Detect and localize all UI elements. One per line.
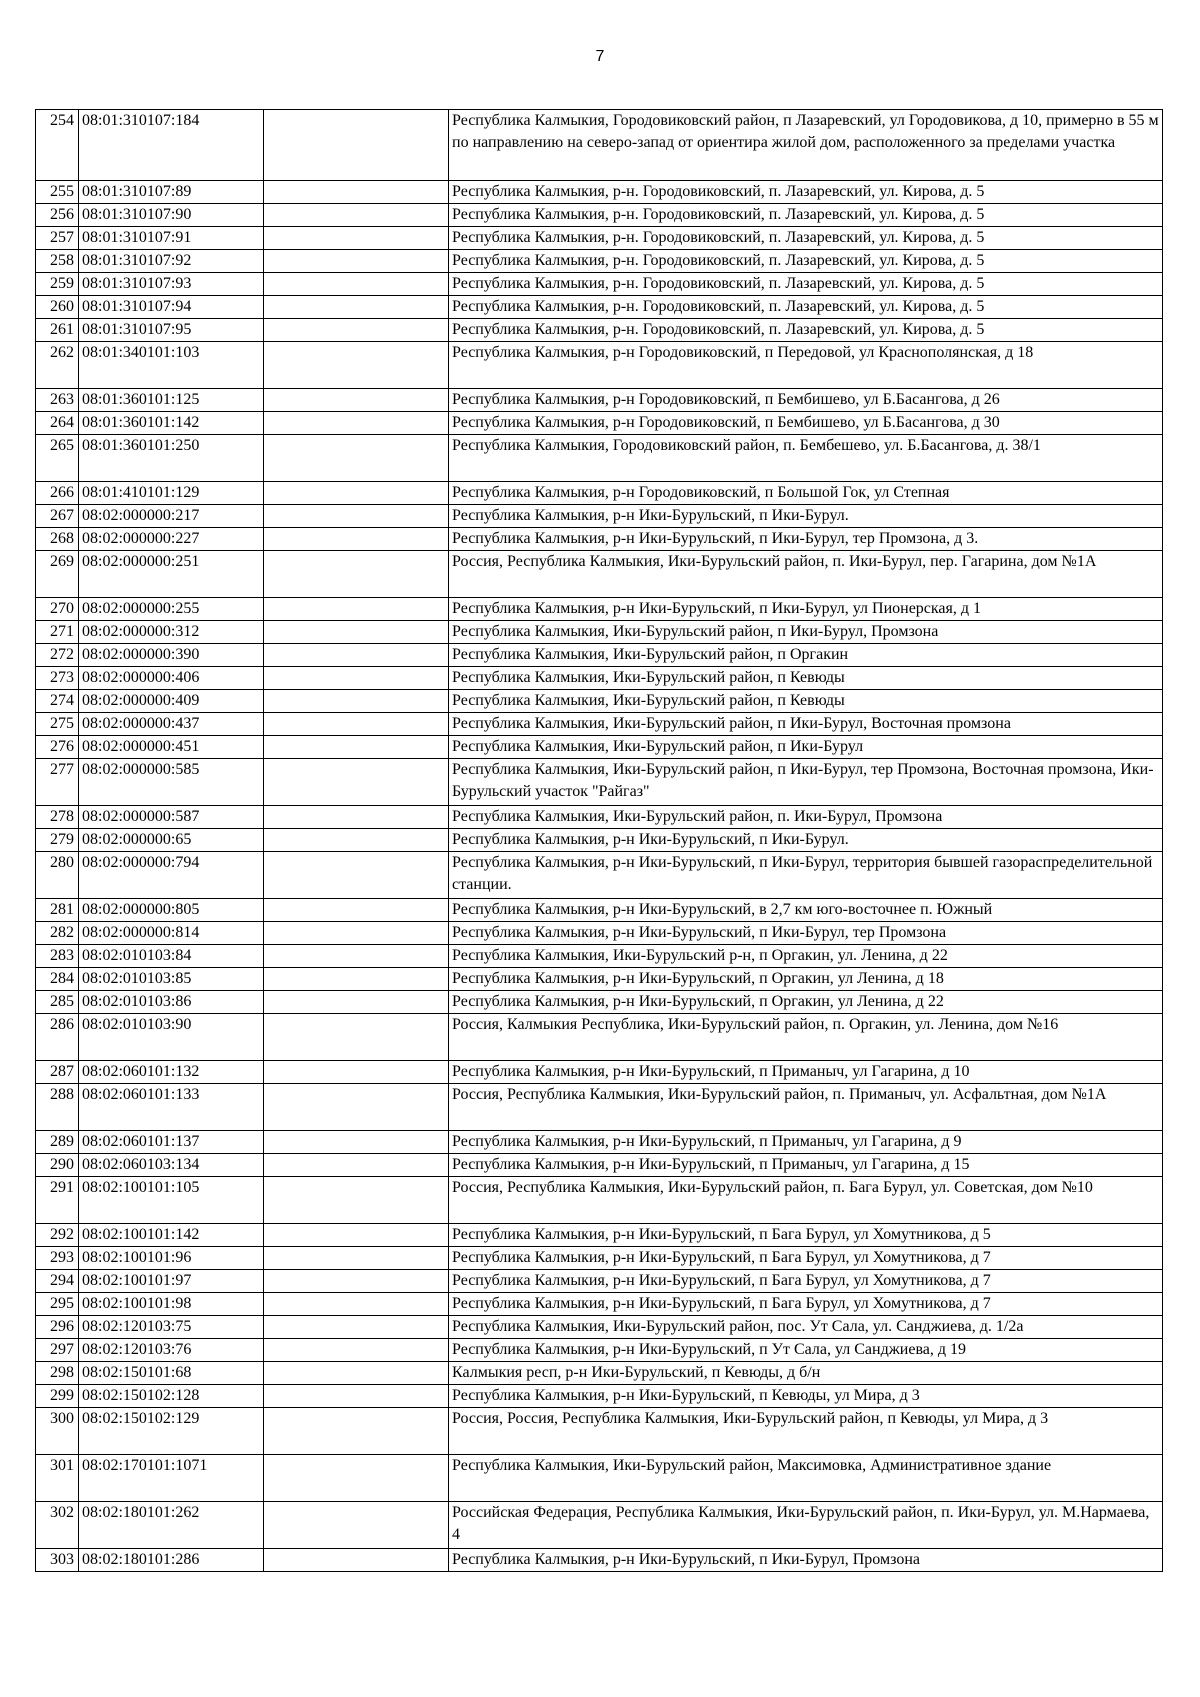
row-number-cell: 278 [36, 806, 79, 829]
address-cell: Республика Калмыкия, р-н. Городовиковский, п. Лазаревский, ул. Кирова, д. 5 [449, 319, 1163, 342]
address-cell: Республика Калмыкия, р-н Ики-Бурульский, п Ики-Бурул, тер Промзона [449, 922, 1163, 945]
table-row [36, 435, 1163, 482]
row-number-cell: 272 [36, 644, 79, 667]
address-cell: Россия, Республика Калмыкия, Ики-Бурульский район, п. Приманыч, ул. Асфальтная, дом №1А [449, 1084, 1163, 1131]
empty-cell [264, 273, 449, 296]
table-row [36, 250, 1163, 273]
address-cell: Республика Калмыкия, р-н Ики-Бурульский, в 2,7 км юго-восточнее п. Южный [449, 899, 1163, 922]
empty-cell [264, 667, 449, 690]
table-row [36, 204, 1163, 227]
table-row [36, 551, 1163, 598]
row-number-cell: 265 [36, 435, 79, 482]
address-cell: Республика Калмыкия, р-н Городовиковский, п Бембишево, ул Б.Басангова, д 30 [449, 412, 1163, 435]
table-row [36, 110, 1163, 181]
address-cell: Республика Калмыкия, р-н Городовиковский, п Бембишево, ул Б.Басангова, д 26 [449, 389, 1163, 412]
cadastral-number-cell: 08:01:310107:91 [79, 227, 264, 250]
row-number-cell: 263 [36, 389, 79, 412]
cadastral-number-cell: 08:02:150102:128 [79, 1385, 264, 1408]
cadastral-number-cell: 08:02:000000:805 [79, 899, 264, 922]
address-cell: Российская Федерация, Республика Калмыкия, Ики-Бурульский район, п. Ики-Бурул, ул. М.Нармаева, 4 [449, 1502, 1163, 1549]
row-number-cell: 266 [36, 482, 79, 505]
row-number-cell: 298 [36, 1362, 79, 1385]
empty-cell [264, 806, 449, 829]
cadastral-number-cell: 08:01:410101:129 [79, 482, 264, 505]
table-row [36, 1385, 1163, 1408]
cadastral-number-cell: 08:02:000000:794 [79, 852, 264, 899]
row-number-cell: 257 [36, 227, 79, 250]
table-row [36, 1247, 1163, 1270]
cadastral-number-cell: 08:02:100101:97 [79, 1270, 264, 1293]
table-row [36, 1339, 1163, 1362]
empty-cell [264, 991, 449, 1014]
empty-cell [264, 1084, 449, 1131]
table-row [36, 736, 1163, 759]
cadastral-number-cell: 08:02:060101:133 [79, 1084, 264, 1131]
row-number-cell: 268 [36, 528, 79, 551]
cadastral-number-cell: 08:02:150102:129 [79, 1408, 264, 1455]
cadastral-number-cell: 08:02:170101:1071 [79, 1455, 264, 1502]
row-number-cell: 295 [36, 1293, 79, 1316]
table-row [36, 922, 1163, 945]
cadastral-number-cell: 08:02:120103:75 [79, 1316, 264, 1339]
cadastral-number-cell: 08:01:360101:125 [79, 389, 264, 412]
address-cell: Республика Калмыкия, Ики-Бурульский район, пос. Ут Сала, ул. Санджиева, д. 1/2а [449, 1316, 1163, 1339]
empty-cell [264, 1362, 449, 1385]
table-row [36, 412, 1163, 435]
empty-cell [264, 551, 449, 598]
table-row [36, 528, 1163, 551]
empty-cell [264, 1014, 449, 1061]
row-number-cell: 291 [36, 1177, 79, 1224]
empty-cell [264, 1131, 449, 1154]
address-cell: Республика Калмыкия, р-н. Городовиковский, п. Лазаревский, ул. Кирова, д. 5 [449, 296, 1163, 319]
cadastral-number-cell: 08:01:340101:103 [79, 342, 264, 389]
address-cell: Республика Калмыкия, Городовиковский район, п Лазаревский, ул Городовикова, д 10, примерно в 55 м по направлению на северо-запад от ориентира жилой дом, расположенного за пределами участка [449, 110, 1163, 181]
address-cell: Республика Калмыкия, р-н. Городовиковский, п. Лазаревский, ул. Кирова, д. 5 [449, 273, 1163, 296]
empty-cell [264, 342, 449, 389]
empty-cell [264, 1316, 449, 1339]
table-row [36, 968, 1163, 991]
row-number-cell: 284 [36, 968, 79, 991]
cadastral-number-cell: 08:02:100101:142 [79, 1224, 264, 1247]
address-cell: Республика Калмыкия, Ики-Бурульский район, п. Ики-Бурул, Промзона [449, 806, 1163, 829]
table-row [36, 690, 1163, 713]
address-cell: Республика Калмыкия, р-н Ики-Бурульский, п Оргакин, ул Ленина, д 18 [449, 968, 1163, 991]
table-row [36, 505, 1163, 528]
page-number: 7 [595, 48, 605, 65]
cadastral-number-cell: 08:02:010103:86 [79, 991, 264, 1014]
empty-cell [264, 1502, 449, 1549]
empty-cell [264, 1339, 449, 1362]
registry-table [35, 109, 1163, 1572]
empty-cell [264, 713, 449, 736]
address-cell: Республика Калмыкия, Ики-Бурульский район, п Ики-Бурул, Восточная промзона [449, 713, 1163, 736]
cadastral-number-cell: 08:02:000000:251 [79, 551, 264, 598]
empty-cell [264, 829, 449, 852]
empty-cell [264, 482, 449, 505]
empty-cell [264, 1455, 449, 1502]
row-number-cell: 286 [36, 1014, 79, 1061]
row-number-cell: 282 [36, 922, 79, 945]
table-row [36, 482, 1163, 505]
table-row [36, 1177, 1163, 1224]
address-cell: Республика Калмыкия, Ики-Бурульский район, п Кевюды [449, 667, 1163, 690]
table-row [36, 1270, 1163, 1293]
cadastral-number-cell: 08:02:000000:255 [79, 598, 264, 621]
cadastral-number-cell: 08:02:060103:134 [79, 1154, 264, 1177]
empty-cell [264, 110, 449, 181]
row-number-cell: 270 [36, 598, 79, 621]
table-row [36, 598, 1163, 621]
row-number-cell: 285 [36, 991, 79, 1014]
row-number-cell: 293 [36, 1247, 79, 1270]
table-row [36, 1293, 1163, 1316]
table-row [36, 319, 1163, 342]
empty-cell [264, 1247, 449, 1270]
address-cell: Республика Калмыкия, Ики-Бурульский район, п Оргакин [449, 644, 1163, 667]
cadastral-number-cell: 08:01:360101:250 [79, 435, 264, 482]
cadastral-number-cell: 08:01:310107:95 [79, 319, 264, 342]
table-row [36, 945, 1163, 968]
cadastral-number-cell: 08:02:000000:585 [79, 759, 264, 806]
cadastral-number-cell: 08:02:180101:286 [79, 1549, 264, 1572]
cadastral-number-cell: 08:02:000000:451 [79, 736, 264, 759]
table-row [36, 806, 1163, 829]
cadastral-number-cell: 08:02:000000:437 [79, 713, 264, 736]
row-number-cell: 299 [36, 1385, 79, 1408]
cadastral-number-cell: 08:01:310107:92 [79, 250, 264, 273]
row-number-cell: 290 [36, 1154, 79, 1177]
row-number-cell: 292 [36, 1224, 79, 1247]
empty-cell [264, 1385, 449, 1408]
row-number-cell: 300 [36, 1408, 79, 1455]
empty-cell [264, 621, 449, 644]
address-cell: Россия, Республика Калмыкия, Ики-Бурульский район, п. Ики-Бурул, пер. Гагарина, дом №1А [449, 551, 1163, 598]
empty-cell [264, 598, 449, 621]
row-number-cell: 279 [36, 829, 79, 852]
row-number-cell: 302 [36, 1502, 79, 1549]
table-row [36, 852, 1163, 899]
address-cell: Республика Калмыкия, р-н Ики-Бурульский, п Ики-Бурул, ул Пионерская, д 1 [449, 598, 1163, 621]
address-cell: Республика Калмыкия, Ики-Бурульский район, п Ики-Бурул, Промзона [449, 621, 1163, 644]
address-cell: Республика Калмыкия, р-н Ики-Бурульский, п Ут Сала, ул Санджиева, д 19 [449, 1339, 1163, 1362]
empty-cell [264, 1293, 449, 1316]
address-cell: Республика Калмыкия, р-н Ики-Бурульский, п Приманыч, ул Гагарина, д 10 [449, 1061, 1163, 1084]
table-row [36, 1061, 1163, 1084]
table-row [36, 991, 1163, 1014]
table-row [36, 667, 1163, 690]
empty-cell [264, 227, 449, 250]
address-cell: Республика Калмыкия, Городовиковский район, п. Бембешево, ул. Б.Басангова, д. 38/1 [449, 435, 1163, 482]
address-cell: Республика Калмыкия, р-н Городовиковский, п Передовой, ул Краснополянская, д 18 [449, 342, 1163, 389]
empty-cell [264, 204, 449, 227]
row-number-cell: 296 [36, 1316, 79, 1339]
registry-body [36, 110, 1163, 1572]
empty-cell [264, 1177, 449, 1224]
address-cell: Республика Калмыкия, р-н Ики-Бурульский, п Приманыч, ул Гагарина, д 9 [449, 1131, 1163, 1154]
empty-cell [264, 181, 449, 204]
row-number-cell: 276 [36, 736, 79, 759]
empty-cell [264, 644, 449, 667]
table-row [36, 389, 1163, 412]
address-cell: Республика Калмыкия, р-н. Городовиковский, п. Лазаревский, ул. Кирова, д. 5 [449, 181, 1163, 204]
address-cell: Россия, Калмыкия Республика, Ики-Бурульский район, п. Оргакин, ул. Ленина, дом №16 [449, 1014, 1163, 1061]
table-row [36, 1014, 1163, 1061]
empty-cell [264, 296, 449, 319]
address-cell: Республика Калмыкия, р-н Ики-Бурульский, п Ики-Бурул. [449, 505, 1163, 528]
row-number-cell: 288 [36, 1084, 79, 1131]
address-cell: Калмыкия респ, р-н Ики-Бурульский, п Кевюды, д б/н [449, 1362, 1163, 1385]
table-row [36, 1224, 1163, 1247]
table-row [36, 1549, 1163, 1572]
row-number-cell: 281 [36, 899, 79, 922]
row-number-cell: 262 [36, 342, 79, 389]
empty-cell [264, 250, 449, 273]
table-row [36, 899, 1163, 922]
row-number-cell: 256 [36, 204, 79, 227]
row-number-cell: 255 [36, 181, 79, 204]
address-cell: Республика Калмыкия, р-н. Городовиковский, п. Лазаревский, ул. Кирова, д. 5 [449, 250, 1163, 273]
address-cell: Республика Калмыкия, р-н Ики-Бурульский, п Ики-Бурул, Промзона [449, 1549, 1163, 1572]
cadastral-number-cell: 08:02:000000:65 [79, 829, 264, 852]
row-number-cell: 294 [36, 1270, 79, 1293]
row-number-cell: 264 [36, 412, 79, 435]
cadastral-number-cell: 08:02:000000:409 [79, 690, 264, 713]
row-number-cell: 280 [36, 852, 79, 899]
cadastral-number-cell: 08:02:100101:98 [79, 1293, 264, 1316]
cadastral-number-cell: 08:02:000000:814 [79, 922, 264, 945]
cadastral-number-cell: 08:02:000000:587 [79, 806, 264, 829]
row-number-cell: 258 [36, 250, 79, 273]
row-number-cell: 275 [36, 713, 79, 736]
row-number-cell: 301 [36, 1455, 79, 1502]
table-row [36, 1131, 1163, 1154]
table-row [36, 621, 1163, 644]
table-row [36, 1154, 1163, 1177]
table-row [36, 273, 1163, 296]
cadastral-number-cell: 08:02:000000:406 [79, 667, 264, 690]
row-number-cell: 254 [36, 110, 79, 181]
empty-cell [264, 435, 449, 482]
address-cell: Республика Калмыкия, р-н Городовиковский, п Большой Гок, ул Степная [449, 482, 1163, 505]
address-cell: Республика Калмыкия, Ики-Бурульский район, п Кевюды [449, 690, 1163, 713]
empty-cell [264, 1270, 449, 1293]
table-row [36, 1084, 1163, 1131]
row-number-cell: 260 [36, 296, 79, 319]
cadastral-number-cell: 08:02:100101:105 [79, 1177, 264, 1224]
table-row [36, 227, 1163, 250]
table-row [36, 713, 1163, 736]
cadastral-number-cell: 08:02:120103:76 [79, 1339, 264, 1362]
empty-cell [264, 968, 449, 991]
empty-cell [264, 412, 449, 435]
empty-cell [264, 899, 449, 922]
address-cell: Республика Калмыкия, р-н Ики-Бурульский, п Ики-Бурул. [449, 829, 1163, 852]
address-cell: Республика Калмыкия, р-н Ики-Бурульский, п Бага Бурул, ул Хомутникова, д 5 [449, 1224, 1163, 1247]
address-cell: Республика Калмыкия, р-н Ики-Бурульский, п Оргакин, ул Ленина, д 22 [449, 991, 1163, 1014]
row-number-cell: 273 [36, 667, 79, 690]
table-row [36, 1502, 1163, 1549]
address-cell: Республика Калмыкия, р-н Ики-Бурульский, п Бага Бурул, ул Хомутникова, д 7 [449, 1270, 1163, 1293]
address-cell: Республика Калмыкия, Ики-Бурульский район, п Ики-Бурул [449, 736, 1163, 759]
row-number-cell: 259 [36, 273, 79, 296]
table-row [36, 1455, 1163, 1502]
row-number-cell: 303 [36, 1549, 79, 1572]
cadastral-number-cell: 08:02:010103:85 [79, 968, 264, 991]
address-cell: Республика Калмыкия, р-н Ики-Бурульский, п Приманыч, ул Гагарина, д 15 [449, 1154, 1163, 1177]
empty-cell [264, 389, 449, 412]
address-cell: Республика Калмыкия, р-н Ики-Бурульский, п Ики-Бурул, территория бывшей газораспределительной станции. [449, 852, 1163, 899]
cadastral-number-cell: 08:01:360101:142 [79, 412, 264, 435]
empty-cell [264, 759, 449, 806]
row-number-cell: 287 [36, 1061, 79, 1084]
row-number-cell: 267 [36, 505, 79, 528]
address-cell: Республика Калмыкия, р-н Ики-Бурульский, п Ики-Бурул, тер Промзона, д 3. [449, 528, 1163, 551]
address-cell: Республика Калмыкия, р-н Ики-Бурульский, п Бага Бурул, ул Хомутникова, д 7 [449, 1293, 1163, 1316]
empty-cell [264, 852, 449, 899]
row-number-cell: 274 [36, 690, 79, 713]
empty-cell [264, 1154, 449, 1177]
table-row [36, 1362, 1163, 1385]
table-row [36, 644, 1163, 667]
empty-cell [264, 528, 449, 551]
cadastral-number-cell: 08:02:060101:137 [79, 1131, 264, 1154]
table-row [36, 296, 1163, 319]
cadastral-number-cell: 08:02:000000:390 [79, 644, 264, 667]
empty-cell [264, 736, 449, 759]
empty-cell [264, 319, 449, 342]
cadastral-number-cell: 08:01:310107:90 [79, 204, 264, 227]
row-number-cell: 277 [36, 759, 79, 806]
cadastral-number-cell: 08:02:000000:312 [79, 621, 264, 644]
address-cell: Республика Калмыкия, Ики-Бурульский район, п Ики-Бурул, тер Промзона, Восточная промзона, Ики-Бурульский участок "Райгаз" [449, 759, 1163, 806]
empty-cell [264, 1549, 449, 1572]
empty-cell [264, 945, 449, 968]
address-cell: Россия, Республика Калмыкия, Ики-Бурульский район, п. Бага Бурул, ул. Советская, дом №10 [449, 1177, 1163, 1224]
cadastral-number-cell: 08:02:150101:68 [79, 1362, 264, 1385]
table-row [36, 181, 1163, 204]
empty-cell [264, 505, 449, 528]
address-cell: Республика Калмыкия, Ики-Бурульский р-н, п Оргакин, ул. Ленина, д 22 [449, 945, 1163, 968]
table-row [36, 1316, 1163, 1339]
row-number-cell: 261 [36, 319, 79, 342]
address-cell: Республика Калмыкия, р-н Ики-Бурульский, п Кевюды, ул Мира, д 3 [449, 1385, 1163, 1408]
row-number-cell: 271 [36, 621, 79, 644]
address-cell: Республика Калмыкия, р-н Ики-Бурульский, п Бага Бурул, ул Хомутникова, д 7 [449, 1247, 1163, 1270]
empty-cell [264, 922, 449, 945]
row-number-cell: 269 [36, 551, 79, 598]
row-number-cell: 283 [36, 945, 79, 968]
cadastral-number-cell: 08:01:310107:89 [79, 181, 264, 204]
cadastral-number-cell: 08:02:010103:90 [79, 1014, 264, 1061]
address-cell: Россия, Россия, Республика Калмыкия, Ики-Бурульский район, п Кевюды, ул Мира, д 3 [449, 1408, 1163, 1455]
row-number-cell: 297 [36, 1339, 79, 1362]
address-cell: Республика Калмыкия, р-н. Городовиковский, п. Лазаревский, ул. Кирова, д. 5 [449, 227, 1163, 250]
address-cell: Республика Калмыкия, Ики-Бурульский район, Максимовка, Административное здание [449, 1455, 1163, 1502]
table-row [36, 759, 1163, 806]
empty-cell [264, 690, 449, 713]
cadastral-number-cell: 08:02:000000:217 [79, 505, 264, 528]
row-number-cell: 289 [36, 1131, 79, 1154]
address-cell: Республика Калмыкия, р-н. Городовиковский, п. Лазаревский, ул. Кирова, д. 5 [449, 204, 1163, 227]
empty-cell [264, 1224, 449, 1247]
cadastral-number-cell: 08:01:310107:93 [79, 273, 264, 296]
cadastral-number-cell: 08:02:000000:227 [79, 528, 264, 551]
empty-cell [264, 1061, 449, 1084]
table-row [36, 829, 1163, 852]
cadastral-number-cell: 08:02:180101:262 [79, 1502, 264, 1549]
cadastral-number-cell: 08:01:310107:184 [79, 110, 264, 181]
table-row [36, 342, 1163, 389]
cadastral-number-cell: 08:02:010103:84 [79, 945, 264, 968]
empty-cell [264, 1408, 449, 1455]
cadastral-number-cell: 08:02:060101:132 [79, 1061, 264, 1084]
cadastral-number-cell: 08:02:100101:96 [79, 1247, 264, 1270]
cadastral-number-cell: 08:01:310107:94 [79, 296, 264, 319]
table-row [36, 1408, 1163, 1455]
